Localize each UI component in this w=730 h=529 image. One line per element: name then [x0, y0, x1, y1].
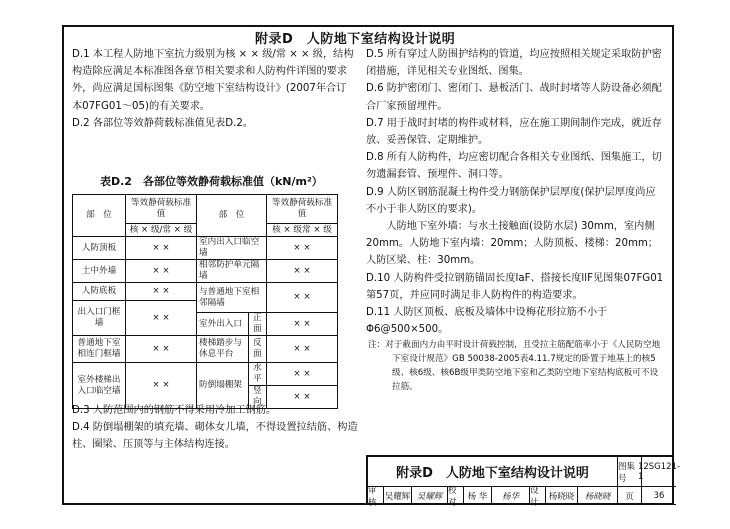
load-table — [72, 194, 338, 409]
row-value: × × — [126, 283, 197, 301]
row-value: × × — [267, 363, 338, 386]
review-label: 审核 — [368, 487, 384, 505]
row-label: 室外出入口 — [197, 313, 249, 336]
reviewer-name: 吴耀辉 — [384, 487, 412, 505]
title-block — [366, 455, 681, 508]
row-value: × × — [267, 386, 338, 409]
clause-d6: D.6 防护密闭门、密闭门、悬板活门、战时封堵等人防设备必须配合厂家预留埋件。 — [366, 83, 662, 112]
header-sub-2: 核 × 级常 × 级 — [267, 224, 338, 237]
page-label: 页 — [618, 487, 642, 505]
clause-d4: D.4 防倒塌棚架的填充墙、砌体女儿墙，不得设置拉结筋、构造柱、圈梁、压顶等与主体结构连接。 — [72, 422, 358, 451]
table-row — [73, 336, 338, 363]
header-part: 部 位 — [73, 195, 126, 237]
row-sub: 反面 — [248, 336, 266, 363]
row-value: × × — [126, 237, 197, 260]
designer-signature: 杨晓晓 — [578, 487, 618, 505]
row-sub: 正面 — [248, 313, 266, 336]
header-value: 等效静荷载标准值 — [126, 195, 197, 224]
atlas-number: 12SG121-1 — [642, 457, 676, 487]
clause-d2: D.2 各部位等效静荷载标准值见表D.2。 — [72, 117, 253, 129]
row-label: 防倒塌棚架 — [197, 363, 249, 409]
design-label: 设计 — [530, 487, 546, 505]
reviewer-signature: 吴耀辉 — [412, 487, 448, 505]
row-label: 人防底板 — [73, 283, 126, 301]
header-part-2: 部 位 — [197, 195, 267, 237]
row-label: 普通地下室相连门框墙 — [73, 336, 126, 363]
row-value: × × — [126, 336, 197, 363]
lower-left-notes — [72, 402, 362, 454]
row-value: × × — [267, 237, 338, 260]
header-value-2: 等效静荷载标准值 — [267, 195, 338, 224]
row-value: × × — [267, 313, 338, 336]
note-text: 注：对于截面内力由平时设计荷载控制，且受拉主筋配筋率小于《人民防空地下室设计规范》GB 50038-2005表4.11.7规定的卧置于地基上的核5级、核6级、核6B级甲类防空地下室和乙类防空地下室结构底板可不设拉筋。 — [368, 340, 661, 393]
clause-d10: D.10 人防构件受拉钢筋锚固长度laF、搭接长度llF见图集07FG01第57页，并应同时满足非人防构件的构造要求。 — [366, 272, 664, 301]
designer-name: 杨晓晓 — [546, 487, 578, 505]
row-label: 相邻防护单元隔墙 — [197, 260, 267, 283]
atlas-label: 图集号 — [618, 457, 642, 487]
row-label: 出入口门框墙 — [73, 301, 126, 336]
row-label: 土中外墙 — [73, 260, 126, 283]
clause-d9: D.9 人防区钢筋混凝土构件受力钢筋保护层厚度(保护层厚度尚应不小于非人防区的要求)。 — [366, 186, 656, 215]
page-title: 附录D 人防地下室结构设计说明 — [255, 32, 456, 47]
page-number: 36 — [642, 487, 676, 505]
row-value: × × — [267, 283, 338, 313]
clause-d5: D.5 所有穿过人防围护结构的管道，均应按照相关规定采取防护密闭措施，详见相关专业图纸、图集。 — [366, 49, 662, 78]
row-label: 室外楼梯出入口临空墙 — [73, 363, 126, 409]
titleblock-title: 附录D 人防地下室结构设计说明 — [368, 457, 618, 487]
clause-d7: D.7 用于战时封堵的构件或材料，应在施工期间制作完成，就近存放、妥善保管、定期维护。 — [366, 117, 662, 147]
table-row — [73, 283, 338, 301]
row-label: 楼梯踏步与休息平台 — [197, 336, 249, 363]
table-row — [73, 237, 338, 260]
clause-d9-detail: 人防地下室外墙：与水土接触面(设防水层) 30mm，室内侧20mm。人防地下室内墙：20mm；人防顶板、楼梯：20mm；人防区梁、柱：30mm。 — [366, 221, 658, 267]
row-value: × × — [126, 363, 197, 409]
row-value: × × — [267, 336, 338, 363]
header-sub: 核 × 级/常 × 级 — [126, 224, 197, 237]
table-header-row — [73, 195, 338, 224]
clause-d11: D.11 人防区顶板、底板及墙体中设梅花形拉筋不小于Φ6@500×500。 — [366, 307, 608, 336]
check-label: 校对 — [448, 487, 464, 505]
checker-signature: 杨华 — [492, 487, 530, 505]
clause-d3: D.3 人防范围内的钢筋不得采用冷加工钢筋。 — [72, 405, 277, 416]
row-label: 与普通地下室相邻隔墙 — [197, 283, 267, 313]
row-value: × × — [126, 260, 197, 283]
row-sub: 水平 — [248, 363, 266, 386]
row-label: 室内出入口临空墙 — [197, 237, 267, 260]
clause-d8: D.8 所有人防构件，均应密切配合各相关专业图纸、图集施工，切勿遗漏套管、预埋件、洞口等。 — [366, 152, 662, 181]
row-label: 人防顶板 — [73, 237, 126, 260]
row-value: × × — [267, 260, 338, 283]
row-value: × × — [126, 301, 197, 336]
table-row — [73, 260, 338, 283]
left-column — [72, 46, 356, 132]
table-title: 表D.2 各部位等效静荷载标准值（kN/m²） — [100, 175, 323, 188]
clause-d1: D.1 本工程人防地下室抗力级别为核 × × 级/常 × × 级，结构构造除应满足本标准图各章节相关要求和人防构件详图的要求外，尚应满足国标图集《防空地下室结构设计》(2007年合订本07FG01～05)的有关要求。 — [72, 49, 354, 112]
checker-name: 杨 华 — [464, 487, 492, 505]
table-row — [73, 363, 338, 386]
right-column — [366, 46, 664, 394]
row-sub: 竖向 — [248, 386, 266, 409]
